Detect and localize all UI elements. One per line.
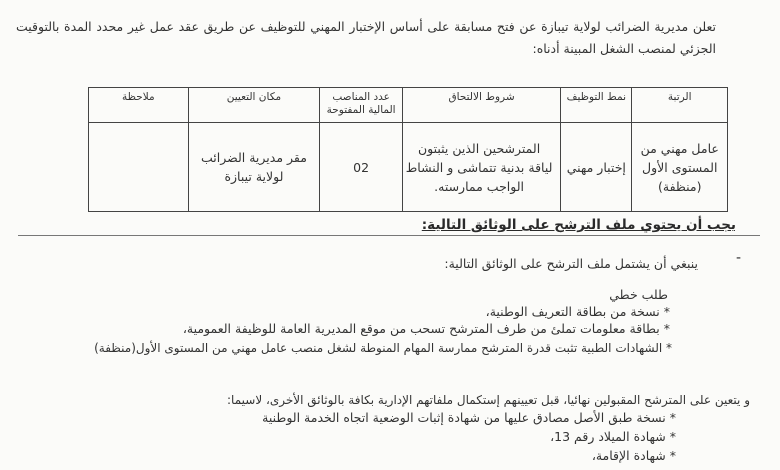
cell-notes: [89, 123, 189, 212]
additional-document-item: * شهادة الإقامة،: [591, 448, 676, 463]
cell-conditions: المترشحين الذين يثبتون لياقة بدنية تتماشى و النشاط الواجب ممارسته.: [403, 123, 561, 212]
intro-paragraph: تعلن مديرية الضرائب لولاية تيبازة عن فتح مسابقة على أساس الإختبار المهني للتوظيف عن طريق عقد عمل غير محدد المدة بالتوقيت الجزئي لمنصب الشغل المبينة أدناه:: [16, 19, 716, 56]
header-recruitment-type: نمط التوظيف: [561, 88, 632, 123]
cell-open-posts: 02: [320, 123, 403, 212]
additional-document-item: * نسخة طبق الأصل مصادق عليها من شهادة إثبات الوضعية اتجاه الخدمة الوطنية: [262, 410, 676, 425]
table-row: [89, 123, 728, 212]
header-assignment-place: مكان التعيين: [188, 88, 320, 123]
document-item: * نسخة من بطاقة التعريف الوطنية،: [485, 304, 670, 319]
after-paragraph: و يتعين على المترشح المقبولين نهائيا، قبل تعيينهم إستكمال ملفاتهم الإدارية بكافة بالوثائق الأخرى، لاسيما:: [227, 393, 750, 407]
cell-rank: عامل مهني من المستوى الأول (منظفة): [632, 123, 728, 212]
bullet-dash: -: [736, 250, 742, 266]
document-item: طلب خطي: [609, 287, 668, 302]
section-heading: يجب أن يحتوي ملف الترشح على الوثائق التالية:: [421, 217, 736, 233]
positions-table: [88, 87, 728, 212]
header-notes: ملاحظة: [89, 88, 189, 123]
header-conditions: شروط الالتحاق: [403, 88, 561, 123]
additional-document-item: * شهادة الميلاد رقم 13،: [550, 429, 676, 444]
document-item: * الشهادات الطبية تثبت قدرة المترشح ممارسة المهام المنوطة لشغل منصب عامل مهني من المستوى الأول(منظفة): [94, 341, 672, 355]
file-intro-line: ينبغي أن يشتمل ملف الترشح على الوثائق التالية:: [444, 256, 698, 271]
header-open-posts: عدد المناصب المالية المفتوحة: [320, 88, 403, 123]
cell-recruitment-type: إختبار مهني: [561, 123, 632, 212]
cell-assignment-place: مقر مديرية الضرائب لولاية تيبازة: [188, 123, 320, 212]
table-header-row: [89, 88, 728, 123]
divider: [18, 235, 760, 236]
header-rank: الرتبة: [632, 88, 728, 123]
document-item: * بطاقة معلومات تملئ من طرف المترشح تسحب من موقع المديرية العامة للوظيفة العمومية،: [182, 321, 670, 336]
